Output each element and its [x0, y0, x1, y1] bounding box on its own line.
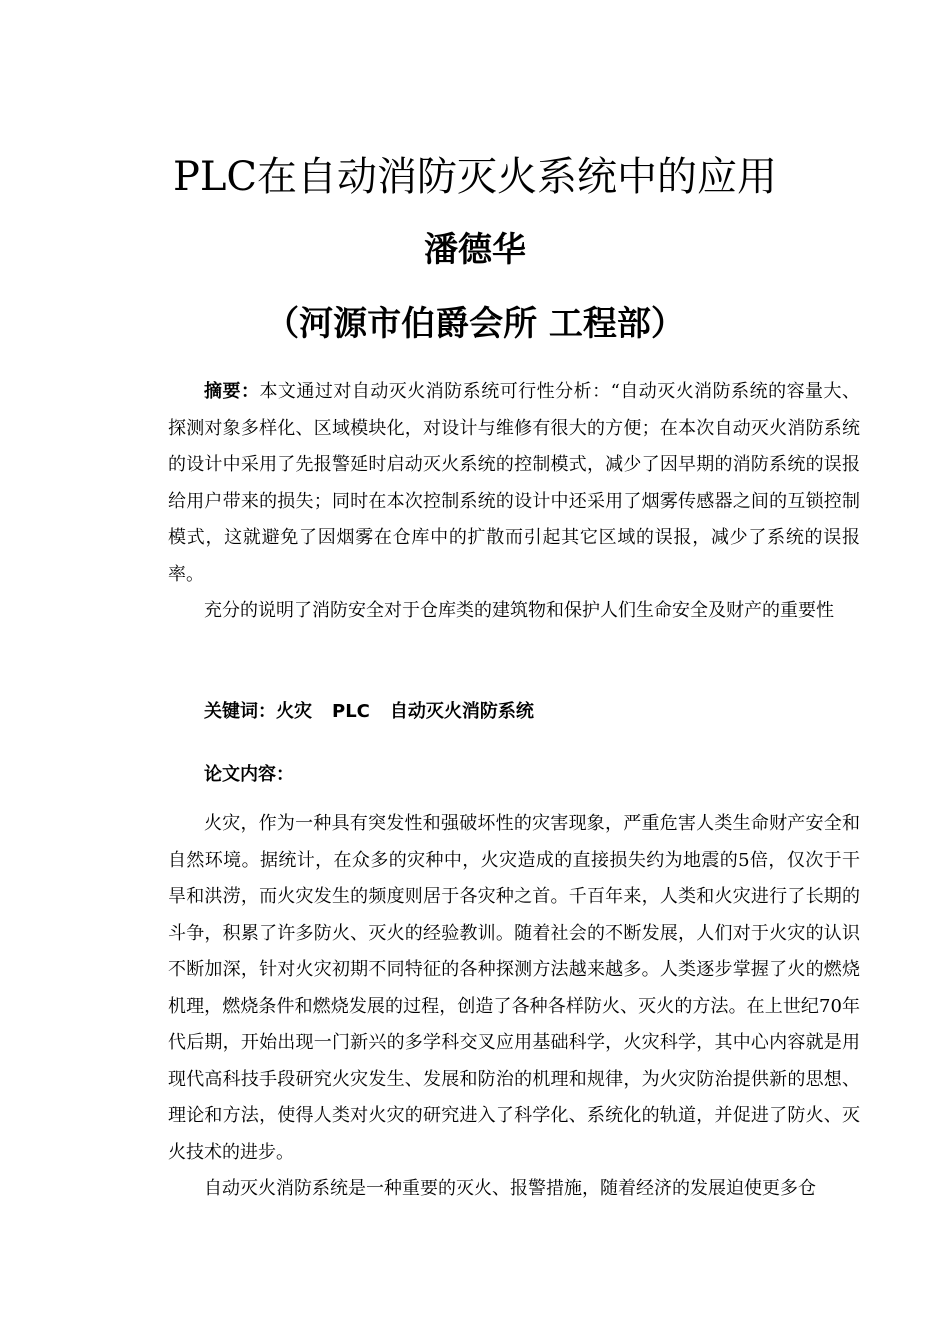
keyword-item: 自动灭火消防系统	[389, 701, 534, 722]
keyword-item: 火灾	[276, 701, 312, 722]
abstract-label: 摘要：	[204, 381, 260, 402]
paper-title: PLC在自动消防灭火系统中的应用	[172, 154, 778, 200]
keywords-section	[168, 697, 860, 727]
keywords-label: 关键词：	[204, 701, 276, 722]
keyword-item: PLC	[332, 701, 370, 722]
abstract-paragraph	[168, 374, 860, 593]
content-paragraph-2: 自动灭火消防系统是一种重要的灭火、报警措施，随着经济的发展迫使更多仓	[204, 1178, 816, 1199]
content-section	[168, 806, 860, 1208]
author-name: 潘德华	[424, 230, 526, 270]
content-heading: 论文内容：	[204, 764, 294, 785]
author-affiliation: （河源市伯爵会所 工程部）	[265, 304, 685, 344]
content-paragraph: 火灾，作为一种具有突发性和强破坏性的灾害现象，严重危害人类生命财产安全和自然环境。据统计，在众多的灾种中，火灾造成的直接损失约为地震的5倍，仅次于干旱和洪涝，而火灾发生的频度则居于各灾种之首。千百年来，人类和火灾进行了长期的斗争，积累了许多防火、灭火的经验教训。随着社会的不断发展，人们对于火灾的认识不断加深，针对火灾初期不同特征的各种探测方法越来越多。人类逐步掌握了火的燃烧机理，燃烧条件和燃烧发展的过程，创造了各种各样防火、灭火的方法。在上世纪70年代后期，开始出现一门新兴的多学科交叉应用基础科学，火灾科学，其中心内容就是用现代高科技手段研究火灾发生、发展和防治的机理和规律，为火灾防治提供新的思想、理论和方法，使得人类对火灾的研究进入了科学化、系统化的轨道，并促进了防火、灭火技术的进步。	[168, 813, 860, 1163]
abstract-text: 本文通过对自动灭火消防系统可行性分析：“自动灭火消防系统的容量大、探测对象多样化、区域模块化，对设计与维修有很大的方便；在本次自动灭火消防系统的设计中采用了先报警延时启动灭火系统的控制模式，减少了因早期的消防系统的误报给用户带来的损失；同时在本次控制系统的设计中还采用了烟雾传感器之间的互锁控制模式，这就避免了因烟雾在仓库中的扩散而引起其它区域的误报，减少了系统的误报率。	[168, 381, 861, 585]
abstract-section	[168, 374, 860, 630]
abstract-paragraph-2: 充分的说明了消防安全对于仓库类的建筑物和保护人们生命安全及财产的重要性	[204, 600, 834, 621]
